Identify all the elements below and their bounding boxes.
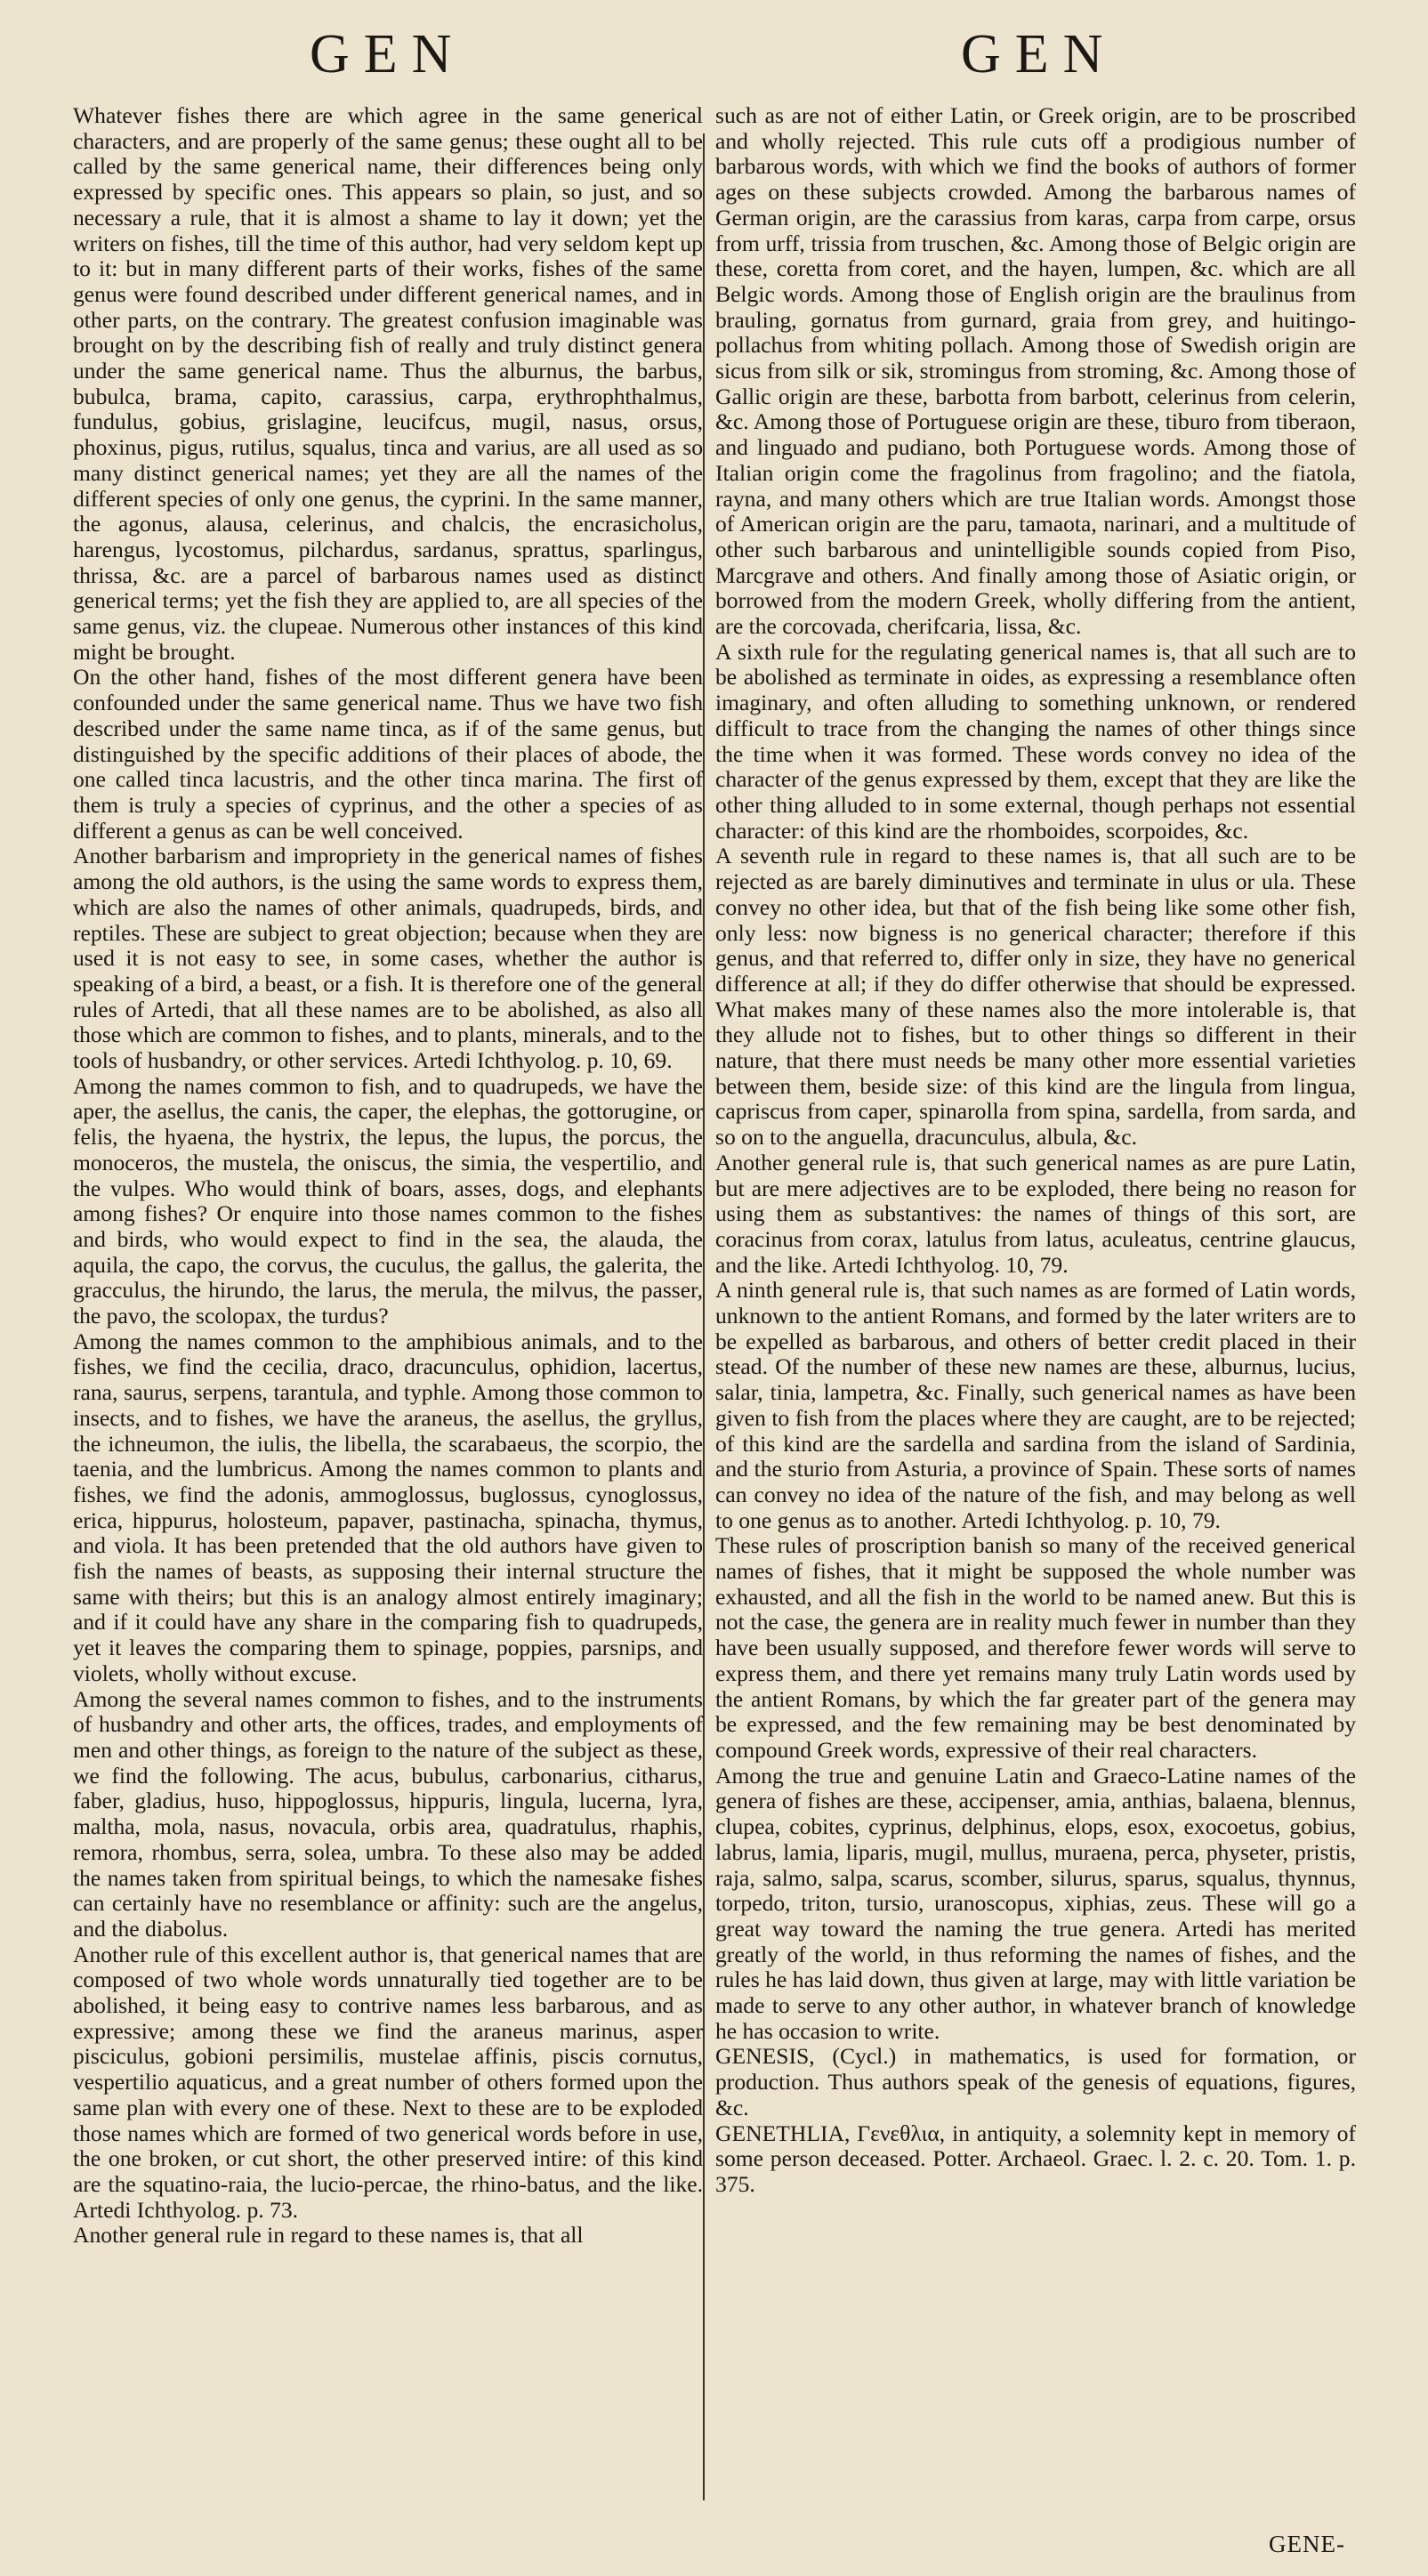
paragraph: Among the names common to the amphibious animals, and to the fishes, we find the cecilia, draco, dracunculus, ophidion, lacertus, rana, saurus, serpens, tarantula, and typhle. Among those common to insects, and to fishes, we have the araneus, the asellus, the gryllus, the ichneumon, the iulis, the libella, the scarabaeus, the scorpio, the taenia, and the lumbricus. Among the names common to plants and fishes, we find the adonis, ammoglossus, buglossus, cynoglossus, erica, hippurus, holosteum, papaver, pastinacha, spinacha, thymus, and viola. It has been pretended that the old authors have given to fish the names of beasts, as supposing their internal structure the same with theirs; but this is an analogy almost entirely imaginary; and if it could have any share in the comparing fish to quadrupeds, yet it leaves the comparing them to spinage, poppies, parsnips, and violets, wholly without excuse. bbox=[73, 1328, 703, 1686]
paragraph: A ninth general rule is, that such names as are formed of Latin words, unknown to the antient Romans, and formed by the later writers are to be expelled as barbarous, and others of better credit placed in their stead. Of the number of these new names are these, alburnus, lucius, salar, tinia, lampetra, &c. Finally, such generical names as have been given to fish from the places where they are caught, are to be rejected; of this kind are the sardella and sardina from the island of Sardinia, and the sturio from Asturia, a province of Spain. These sorts of names can convey no idea of the nature of the fish, and may belong as well to one genus as to another. Artedi Ichthyolog. p. 10, 79. bbox=[715, 1277, 1356, 1533]
catchword: GENE- bbox=[1269, 2531, 1345, 2557]
paragraph: Among the several names common to fishes, and to the instruments of husbandry and other arts, the offices, trades, and employments of men and other things, as foreign to the nature of the subject as these, we find the following. The acus, bubulus, carbonarius, citharus, faber, gladius, huso, hippoglossus, hippuris, lingula, lucerna, lyra, maltha, mola, nasus, novacula, orbis area, quadratulus, rhaphis, remora, rhombus, serra, solea, umbra. To these also may be added the names taken from spiritual beings, to which the namesake fishes can certainly have no resemblance or affinity: such are the angelus, and the diabolus. bbox=[73, 1685, 703, 1942]
dictionary-entry-genesis: GENESIS, (Cycl.) in mathematics, is used for formation, or production. Thus authors speak of the genesis of equations, figures, &c. bbox=[715, 2043, 1356, 2120]
column-divider bbox=[703, 133, 705, 2500]
paragraph: Another general rule is, that such generical names as are pure Latin, but are mere adjectives are to be exploded, there being no reason for using them as substantives: the names of things of this sort, are coracinus from corax, latulus from latus, aculeatus, centrine glaucus, and the like. Artedi Ichthyolog. 10, 79. bbox=[715, 1149, 1356, 1278]
paragraph: Another general rule in regard to these names is, that all bbox=[73, 2222, 584, 2249]
left-column bbox=[73, 103, 703, 2488]
paragraph: A sixth rule for the regulating generical names is, that all such are to be abolished as terminate in oides, as expressing a resemblance often imaginary, and often alluding to something unknown, or rendered difficult to trace from the changing the names of other things since the time when it was formed. These words convey no idea of the character of the genus expressed by them, except that they are like the other thing alluded to in some external, though perhaps not essential character: of this kind are the rhomboides, scorpoides, &c. bbox=[715, 638, 1356, 844]
paragraph: Another rule of this excellent author is, that generical names that are composed of two whole words unnaturally tied together are to be abolished, it being easy to contrive names less barbarous, and as expressive; among these we find the araneus marinus, asper pisciculus, gobioni persimilis, mustelae affinis, piscis cornutus, vespertilio aquaticus, and a great number of others formed upon the same plan with every one of these. Next to these are to be exploded those names which are formed of two generical words before in use, the one broken, or cut short, the other preserved intire: of this kind are the squatino-raia, the lucio-percae, the rhino-batus, and the like. Artedi Ichthyolog. p. 73. bbox=[73, 1941, 703, 2223]
right-column bbox=[715, 103, 1356, 2488]
paragraph: Among the names common to fish, and to quadrupeds, we have the aper, the asellus, the canis, the caper, the elephas, the gottorugine, or felis, the hyaena, the hystrix, the lepus, the lupus, the porcus, the monoceros, the mustela, the oniscus, the simia, the vespertilio, and the vulpes. Who would think of boars, asses, dogs, and elephants among fishes? Or enquire into those names common to the fishes and birds, who would expect to find in the sea, the alauda, the aquila, the capo, the corvus, the cuculus, the gallus, the galerita, the gracculus, the hirundo, the larus, the merula, the milvus, the passer, the pavo, the scolopax, the turdus? bbox=[73, 1072, 703, 1329]
running-head-left: GEN bbox=[310, 24, 466, 85]
paragraph: A seventh rule in regard to these names is, that all such are to be rejected as are barely diminutives and terminate in ulus or ula. These convey no other idea, but that of the fish being like some other fish, only less: now bigness is no generical character; therefore if this genus, and that referred to, differ only in size, they have no generical difference at all; if they do differ otherwise that should be expressed. What makes many of these names also the more intolerable is, that they allude not to fishes, but to other things so different in their nature, that there must needs be many other more essential varieties between them, beside size: of this kind are the lingula from lingua, capriscus from caper, spinarolla from spina, sardella, from sarda, and so on to the anguella, dracunculus, albula, &c. bbox=[715, 843, 1356, 1151]
paragraph: On the other hand, fishes of the most different genera have been confounded under the same generical name. Thus we have two fish described under the same name tinca, as if of the same genus, but distinguished by the specific additions of their places of abode, the one called tinca lacustris, and the other tinca marina. The first of them is truly a species of cyprinus, and the other a species of as different a genus as can be well conceived. bbox=[73, 664, 703, 844]
dictionary-entry-genethlia: GENETHLIA, Γενεθλια, in antiquity, a solemnity kept in memory of some person deceased. Potter. Archaeol. Graec. l. 2. c. 20. Tom. 1. p. 375. bbox=[715, 2120, 1356, 2197]
paragraph: such as are not of either Latin, or Greek origin, are to be proscribed and wholly rejected. This rule cuts off a prodigious number of barbarous words, with which we find the books of authors of former ages on these subjects crowded. Among the barbarous names of German origin, are the carassius from karas, carpa from carpe, orsus from urff, trissia from truschen, &c. Among those of Belgic origin are these, coretta from coret, and the hayen, lumpen, &c. which are all Belgic words. Among those of English origin are the braulinus from brauling, gornatus from gurnard, graia from grey, and huitingo-pollachus from whiting pollach. Among those of Swedish origin are sicus from silk or sik, stromingus from stroming, &c. Among those of Gallic origin are these, barbotta from barbott, celerinus from celerin, &c. Among those of Portuguese origin are these, tiburo from tiberaon, and linguado and pudiano, both Portuguese words. Among those of Italian origin come the fragolinus from fragolino; and the fiatola, rayna, and many others which are true Italian words. Amongst those of American origin are the paru, tamaota, narinari, and a multitude of other such barbarous and unintelligible sounds copied from Piso, Marcgrave and others. And finally among those of Asiatic origin, or borrowed from the modern Greek, wholly differing from the antient, are the corcovada, cherifcaria, lissa, &c. bbox=[715, 103, 1356, 640]
paragraph: Another barbarism and impropriety in the generical names of fishes among the old authors, is the using the same words to express them, which are also the names of other animals, quadrupeds, birds, and reptiles. These are subject to great objection; because when they are used it is not easy to see, in some cases, whether the author is speaking of a bird, a beast, or a fish. It is therefore one of the general rules of Artedi, that all these names are to be abolished, as also all those which are common to fishes, and to plants, minerals, and to the tools of husbandry, or other services. Artedi Ichthyolog. p. 10, 69. bbox=[73, 843, 703, 1074]
paragraph: These rules of proscription banish so many of the received generical names of fishes, that it might be supposed the whole number was exhausted, and all the fish in the world to be named anew. But this is not the case, the genera are in reality much fewer in number than they have been usually supposed, and therefore fewer words will serve to express them, and there yet remains many truly Latin words used by the antient Romans, by which the far greater part of the genera may be expressed, and the few remaining may be best denominated by compound Greek words, expressive of their real characters. bbox=[715, 1532, 1356, 1763]
paragraph: Among the true and genuine Latin and Graeco-Latine names of the genera of fishes are these, accipenser, amia, anthias, balaena, blennus, clupea, cobites, cyprinus, delphinus, elops, esox, exocoetus, gobius, labrus, lamia, liparis, mugil, mullus, muraena, perca, physeter, pristis, raja, salmo, salpa, scarus, scomber, silurus, sparus, squalus, thynnus, torpedo, triton, tursio, uranoscopus, xiphias, zeus. These will go a great way toward the naming the true genera. Artedi has merited greatly of the world, in thus reforming the names of fishes, and the rules he has laid down, thus given at large, may with little variation be made to serve to any other author, in whatever branch of knowledge he has occasion to write. bbox=[715, 1762, 1356, 2044]
running-head-right: GEN bbox=[961, 24, 1117, 85]
paragraph: Whatever fishes there are which agree in the same generical characters, and are properly of the same genus; these ought all to be called by the same generical name, their differences being only expressed by specific ones. This appears so plain, so just, and so necessary a rule, that it is almost a shame to lay it down; yet the writers on fishes, till the time of this author, had very seldom kept up to it: but in many different parts of their works, fishes of the same genus were found described under different generical names, and in other parts, on the contrary. The greatest confusion imaginable was brought on by the describing fish of really and truly distinct genera under the same generical name. Thus the alburnus, the barbus, bubulca, brama, capito, carassius, carpa, erythrophthalmus, fundulus, gobius, grislagine, leucifcus, mugil, nasus, orsus, phoxinus, pigus, rutilus, squalus, tinca and varius, are all used as so many distinct generical names; yet they are all the names of the different species of only one genus, the cyprini. In the same manner, the agonus, alausa, celerinus, and chalcis, the encrasicholus, harengus, lycostomus, pilchardus, sardanus, sprattus, sparlingus, thrissa, &c. are a parcel of barbarous names used as distinct generical terms; yet the fish they are applied to, are all species of the same genus, viz. the clupeae. Numerous other instances of this kind might be brought. bbox=[73, 103, 703, 665]
